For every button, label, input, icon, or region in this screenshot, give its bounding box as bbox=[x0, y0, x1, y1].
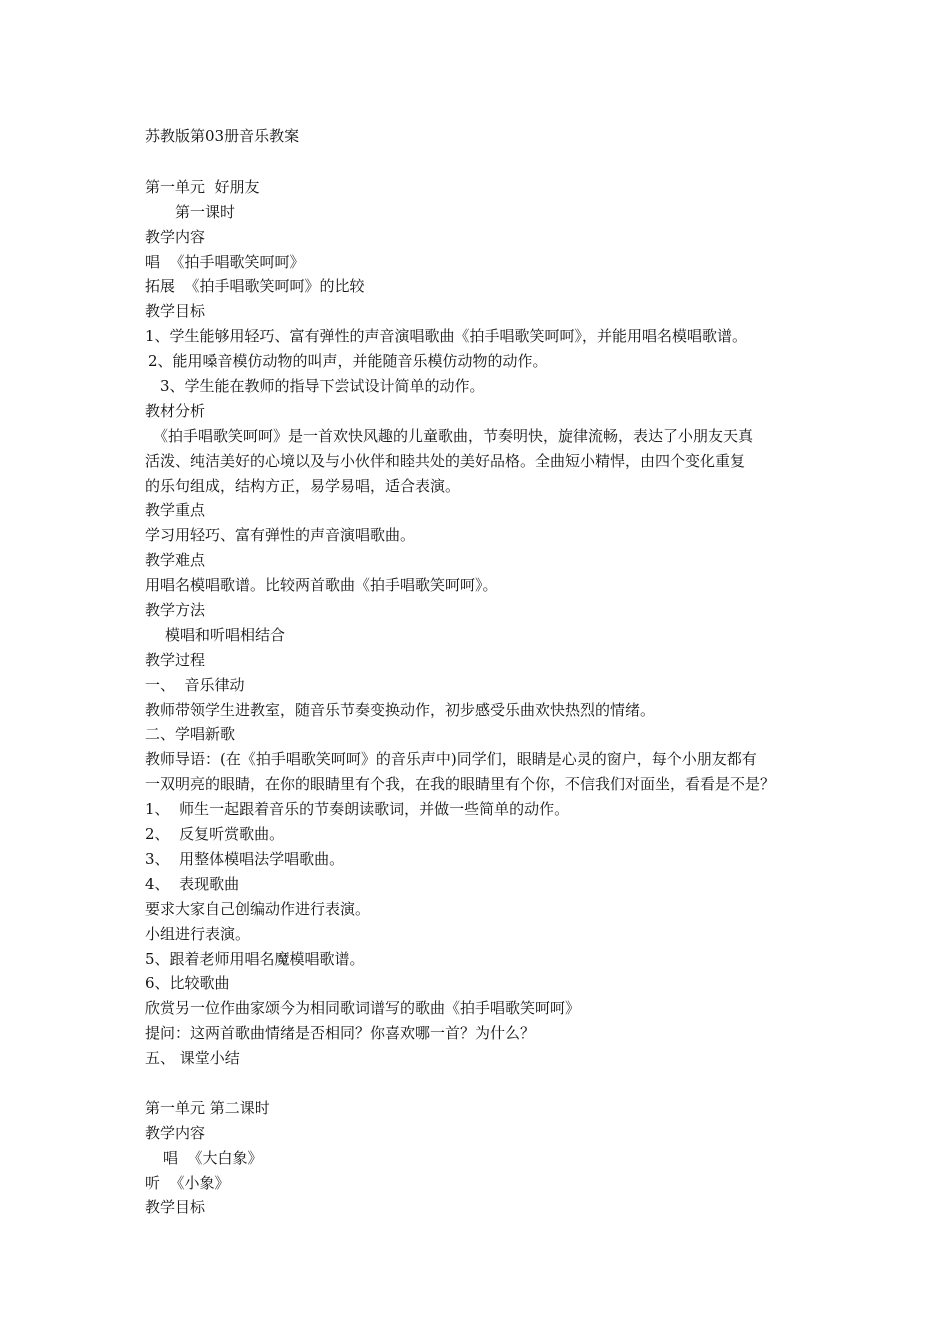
unit-heading: 第一单元 第二课时 bbox=[145, 1098, 270, 1117]
list-item: 5、跟着老师用唱名魔模唱歌谱。 bbox=[145, 949, 365, 968]
section-heading: 教学重点 bbox=[145, 501, 206, 520]
paragraph-line: 活泼、纯洁美好的心境以及与小伙伴和睦共处的美好品格。全曲短小精悍，由四个变化重复 bbox=[145, 451, 746, 470]
text-line: 1、学生能够用轻巧、富有弹性的声音演唱歌曲《拍手唱歌笑呵呵》，并能用唱名模唱歌谱。 bbox=[145, 327, 748, 346]
text-line: 提问：这两首歌曲情绪是否相同？你喜欢哪一首？为什么？ bbox=[145, 1024, 536, 1043]
blank-line bbox=[145, 1071, 835, 1096]
list-item: 1、 师生一起跟着音乐的节奏朗读歌词，并做一些简单的动作。 bbox=[145, 800, 570, 819]
paragraph-line: 的乐句组成，结构方正，易学易唱，适合表演。 bbox=[145, 476, 461, 495]
text-line: 唱 《大白象》 bbox=[163, 1148, 263, 1167]
section-heading: 教学方法 bbox=[145, 601, 206, 620]
text-line: 五、 课堂小结 bbox=[145, 1049, 240, 1068]
section-heading: 教学难点 bbox=[145, 551, 206, 570]
text-line: 要求大家自己创编动作进行表演。 bbox=[145, 899, 371, 918]
section-heading: 教学内容 bbox=[145, 1123, 206, 1142]
text-line: 3、学生能在教师的指导下尝试设计简单的动作。 bbox=[160, 377, 485, 396]
list-item: 3、 用整体模唱法学唱歌曲。 bbox=[145, 849, 345, 868]
text-line: 2、能用嗓音模仿动物的叫声，并能随音乐模仿动物的动作。 bbox=[148, 352, 548, 371]
unit-heading: 第一单元 好朋友 bbox=[145, 177, 260, 196]
paragraph-line: 《拍手唱歌笑呵呵》是一首欢快风趣的儿童歌曲，节奏明快，旋律流畅，表达了小朋友天真 bbox=[153, 426, 754, 445]
section-heading: 教学目标 bbox=[145, 302, 206, 321]
list-item: 4、 表现歌曲 bbox=[145, 874, 240, 893]
list-item: 6、比较歌曲 bbox=[145, 974, 230, 993]
text-line: 模唱和听唱相结合 bbox=[165, 625, 286, 644]
paragraph-line: 教师导语：(在《拍手唱歌笑呵呵》的音乐声中)同学们，眼睛是心灵的窗户，每个小朋友都有 bbox=[145, 750, 757, 769]
text-line: 用唱名模唱歌谱。比较两首歌曲《拍手唱歌笑呵呵》。 bbox=[145, 576, 498, 595]
paragraph-line: 一双明亮的眼睛，在你的眼睛里有个我，在我的眼睛里有个你，不信我们对面坐，看看是不是？ bbox=[145, 775, 776, 794]
section-heading: 教学过程 bbox=[145, 650, 206, 669]
section-heading: 教学内容 bbox=[145, 227, 206, 246]
section-heading: 教学目标 bbox=[145, 1198, 206, 1217]
text-line: 小组进行表演。 bbox=[145, 924, 251, 943]
text-line: 听 《小象》 bbox=[145, 1173, 230, 1192]
lesson-heading: 第一课时 bbox=[175, 202, 236, 221]
text-line: 唱 《拍手唱歌笑呵呵》 bbox=[145, 252, 305, 271]
text-line: 一、 音乐律动 bbox=[145, 675, 245, 694]
text-line: 学习用轻巧、富有弹性的声音演唱歌曲。 bbox=[145, 526, 416, 545]
blank-line bbox=[145, 149, 835, 175]
text-line: 教师带领学生进教室，随音乐节奏变换动作，初步感受乐曲欢快热烈的情绪。 bbox=[145, 700, 656, 719]
text-line: 欣赏另一位作曲家颂今为相同歌词谱写的歌曲《拍手唱歌笑呵呵》 bbox=[145, 999, 581, 1018]
document-page bbox=[145, 124, 835, 1220]
text-line: 拓展 《拍手唱歌笑呵呵》的比较 bbox=[145, 277, 365, 296]
document-title: 苏教版第03册音乐教案 bbox=[145, 127, 300, 145]
section-heading: 教材分析 bbox=[145, 401, 206, 420]
list-item: 2、 反复听赏歌曲。 bbox=[145, 825, 285, 844]
text-line: 二、学唱新歌 bbox=[145, 725, 236, 744]
